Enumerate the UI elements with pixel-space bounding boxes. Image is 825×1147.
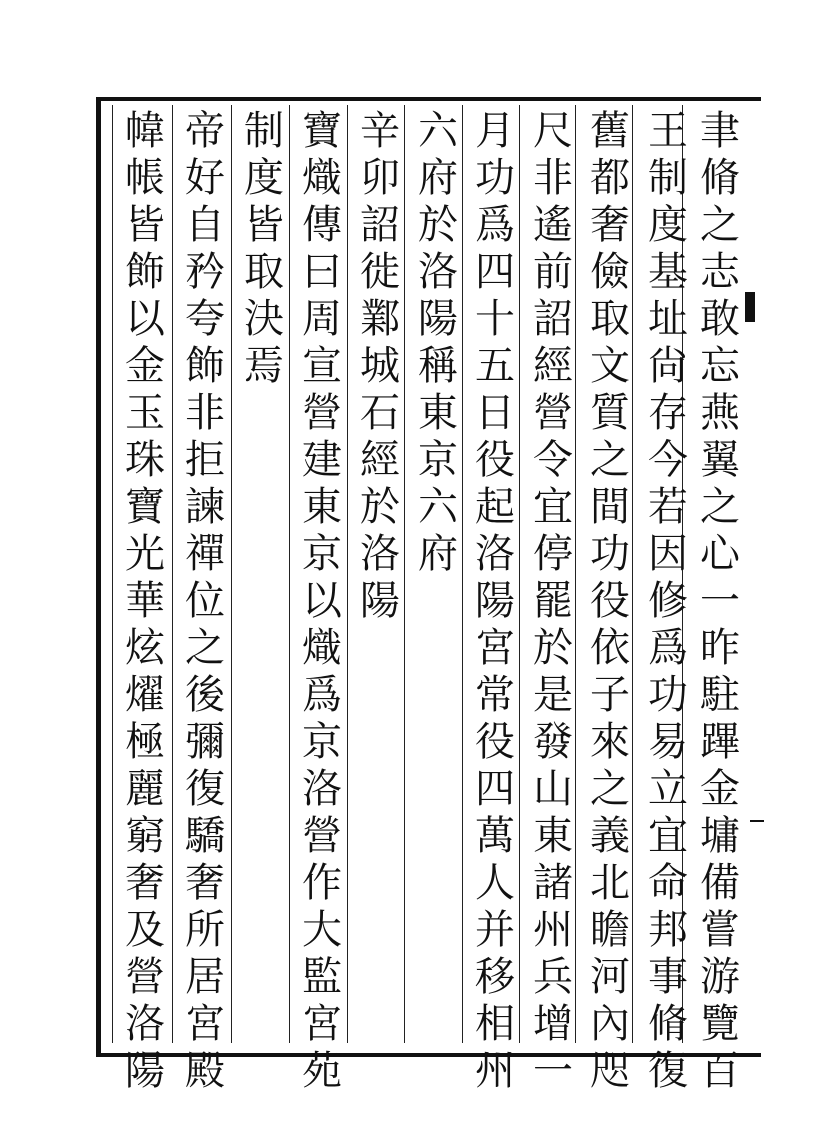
glyph: 山 (533, 766, 573, 812)
glyph: 四 (475, 766, 515, 812)
column-rule (347, 105, 348, 1043)
glyph: 翼 (700, 437, 740, 483)
glyph: 咫 (590, 1048, 630, 1094)
glyph: 爲 (302, 672, 342, 718)
glyph: 河 (590, 954, 630, 1000)
glyph: 彌 (185, 719, 225, 765)
text-column-6 (413, 108, 463, 1038)
glyph: 苑 (302, 1048, 342, 1094)
glyph: 珠 (125, 437, 165, 483)
glyph: 宣 (302, 343, 342, 389)
glyph: 華 (125, 578, 165, 624)
glyph: 卯 (360, 155, 400, 201)
glyph: 邦 (648, 907, 688, 953)
glyph: 尺 (533, 108, 573, 154)
glyph: 徙 (360, 249, 400, 295)
glyph: 幃 (125, 108, 165, 154)
column-rule (231, 105, 232, 1043)
glyph: 一 (700, 578, 740, 624)
glyph: 北 (590, 860, 630, 906)
glyph: 人 (475, 860, 515, 906)
glyph: 陽 (418, 296, 458, 342)
glyph: 是 (533, 672, 573, 718)
glyph: 兵 (533, 954, 573, 1000)
glyph: 備 (700, 860, 740, 906)
glyph: 居 (185, 954, 225, 1000)
glyph: 間 (590, 484, 630, 530)
glyph: 經 (533, 343, 573, 389)
glyph: 聿 (700, 108, 740, 154)
glyph: 飾 (125, 249, 165, 295)
glyph: 州 (533, 907, 573, 953)
glyph: 月 (475, 108, 515, 154)
text-column-3 (585, 108, 635, 1094)
column-rule (289, 105, 290, 1043)
glyph: 內 (590, 1001, 630, 1047)
text-column-11 (120, 108, 170, 1094)
glyph: 增 (533, 1001, 573, 1047)
glyph: 詔 (360, 202, 400, 248)
glyph: 奢 (185, 860, 225, 906)
glyph: 燿 (125, 672, 165, 718)
glyph: 驕 (185, 813, 225, 859)
glyph: 燕 (700, 390, 740, 436)
glyph: 王 (648, 108, 688, 154)
glyph: 以 (302, 578, 342, 624)
text-column-2 (643, 108, 693, 1094)
glyph: 極 (125, 719, 165, 765)
glyph: 取 (590, 296, 630, 342)
glyph: 宮 (185, 1001, 225, 1047)
glyph: 建 (302, 437, 342, 483)
glyph: 洛 (302, 766, 342, 812)
glyph: 寶 (302, 108, 342, 154)
glyph: 都 (590, 155, 630, 201)
glyph: 六 (418, 484, 458, 530)
glyph: 諸 (533, 860, 573, 906)
glyph: 之 (700, 484, 740, 530)
glyph: 若 (648, 484, 688, 530)
glyph: 大 (302, 907, 342, 953)
glyph: 因 (648, 531, 688, 577)
glyph: 墉 (700, 813, 740, 859)
glyph: 非 (185, 390, 225, 436)
glyph: 窮 (125, 813, 165, 859)
glyph: 存 (648, 390, 688, 436)
glyph: 移 (475, 954, 515, 1000)
glyph: 麗 (125, 766, 165, 812)
glyph: 京 (418, 437, 458, 483)
glyph: 度 (244, 155, 284, 201)
glyph: 曰 (302, 249, 342, 295)
text-column-9 (239, 108, 289, 1038)
glyph: 宜 (533, 484, 573, 530)
glyph: 基 (648, 249, 688, 295)
glyph: 玉 (125, 390, 165, 436)
glyph: 來 (590, 719, 630, 765)
glyph: 駐 (700, 672, 740, 718)
glyph: 京 (302, 719, 342, 765)
glyph: 傳 (302, 202, 342, 248)
glyph: 功 (475, 155, 515, 201)
glyph: 起 (475, 484, 515, 530)
column-rule (172, 105, 173, 1043)
glyph: 昨 (700, 625, 740, 671)
glyph: 洛 (360, 531, 400, 577)
glyph: 百 (700, 1048, 740, 1094)
glyph: 脩 (700, 155, 740, 201)
glyph: 發 (533, 719, 573, 765)
glyph: 一 (533, 1048, 573, 1094)
glyph: 陽 (360, 578, 400, 624)
glyph: 帝 (185, 108, 225, 154)
glyph: 禪 (185, 531, 225, 577)
glyph: 作 (302, 860, 342, 906)
glyph: 舊 (590, 108, 630, 154)
glyph: 心 (700, 531, 740, 577)
glyph: 東 (302, 484, 342, 530)
glyph: 營 (302, 813, 342, 859)
glyph: 六 (418, 108, 458, 154)
glyph: 役 (475, 719, 515, 765)
glyph: 宮 (302, 1001, 342, 1047)
glyph: 非 (533, 155, 573, 201)
text-column-4 (528, 108, 578, 1094)
glyph: 府 (418, 531, 458, 577)
glyph: 石 (360, 390, 400, 436)
glyph: 覽 (700, 1001, 740, 1047)
glyph: 功 (648, 672, 688, 718)
glyph: 易 (648, 719, 688, 765)
glyph: 爲 (475, 202, 515, 248)
glyph: 城 (360, 343, 400, 389)
glyph: 四 (475, 249, 515, 295)
glyph: 周 (302, 296, 342, 342)
edge-notch (750, 820, 764, 822)
glyph: 依 (590, 625, 630, 671)
glyph: 於 (533, 625, 573, 671)
glyph: 炫 (125, 625, 165, 671)
glyph: 位 (185, 578, 225, 624)
glyph: 東 (418, 390, 458, 436)
text-column-10 (180, 108, 230, 1094)
glyph: 帳 (125, 155, 165, 201)
glyph: 十 (475, 296, 515, 342)
glyph: 營 (125, 954, 165, 1000)
glyph: 敢 (700, 296, 740, 342)
glyph: 金 (125, 343, 165, 389)
glyph: 并 (475, 907, 515, 953)
glyph: 陽 (125, 1048, 165, 1094)
glyph: 役 (590, 578, 630, 624)
glyph: 洛 (418, 249, 458, 295)
glyph: 經 (360, 437, 400, 483)
glyph: 復 (185, 766, 225, 812)
text-column-5 (470, 108, 520, 1094)
glyph: 皆 (125, 202, 165, 248)
glyph: 鄴 (360, 296, 400, 342)
glyph: 儉 (590, 249, 630, 295)
text-column-1 (695, 108, 745, 1094)
glyph: 嘗 (700, 907, 740, 953)
glyph: 命 (648, 860, 688, 906)
glyph: 立 (648, 766, 688, 812)
glyph: 以 (125, 296, 165, 342)
glyph: 奢 (125, 860, 165, 906)
glyph: 之 (700, 202, 740, 248)
glyph: 之 (590, 437, 630, 483)
glyph: 宜 (648, 813, 688, 859)
glyph: 五 (475, 343, 515, 389)
glyph: 金 (700, 766, 740, 812)
glyph: 之 (590, 766, 630, 812)
glyph: 度 (648, 202, 688, 248)
glyph: 好 (185, 155, 225, 201)
glyph: 所 (185, 907, 225, 953)
glyph: 決 (244, 296, 284, 342)
glyph: 東 (533, 813, 573, 859)
glyph: 拒 (185, 437, 225, 483)
glyph: 今 (648, 437, 688, 483)
glyph: 址 (648, 296, 688, 342)
glyph: 瞻 (590, 907, 630, 953)
text-column-8 (297, 108, 347, 1094)
glyph: 停 (533, 531, 573, 577)
glyph: 飾 (185, 343, 225, 389)
glyph: 監 (302, 954, 342, 1000)
fold-marker (745, 292, 755, 322)
glyph: 志 (700, 249, 740, 295)
glyph: 令 (533, 437, 573, 483)
glyph: 矜 (185, 249, 225, 295)
glyph: 蹕 (700, 719, 740, 765)
glyph: 遙 (533, 202, 573, 248)
glyph: 常 (475, 672, 515, 718)
glyph: 於 (360, 484, 400, 530)
glyph: 京 (302, 531, 342, 577)
glyph: 寶 (125, 484, 165, 530)
glyph: 府 (418, 155, 458, 201)
text-column-7 (355, 108, 405, 1038)
glyph: 復 (648, 1048, 688, 1094)
glyph: 殿 (185, 1048, 225, 1094)
glyph: 萬 (475, 813, 515, 859)
glyph: 制 (648, 155, 688, 201)
glyph: 營 (302, 390, 342, 436)
glyph: 洛 (475, 531, 515, 577)
glyph: 營 (533, 390, 573, 436)
glyph: 諫 (185, 484, 225, 530)
glyph: 焉 (244, 343, 284, 389)
glyph: 役 (475, 437, 515, 483)
glyph: 皆 (244, 202, 284, 248)
glyph: 子 (590, 672, 630, 718)
glyph: 後 (185, 672, 225, 718)
glyph: 州 (475, 1048, 515, 1094)
glyph: 熾 (302, 155, 342, 201)
glyph: 詔 (533, 296, 573, 342)
glyph: 義 (590, 813, 630, 859)
glyph: 洛 (125, 1001, 165, 1047)
glyph: 游 (700, 954, 740, 1000)
glyph: 稱 (418, 343, 458, 389)
glyph: 爲 (648, 625, 688, 671)
glyph: 文 (590, 343, 630, 389)
glyph: 夸 (185, 296, 225, 342)
glyph: 脩 (648, 1001, 688, 1047)
glyph: 尙 (648, 343, 688, 389)
glyph: 修 (648, 578, 688, 624)
glyph: 之 (185, 625, 225, 671)
glyph: 取 (244, 249, 284, 295)
glyph: 忘 (700, 343, 740, 389)
column-rule (112, 105, 113, 1043)
glyph: 罷 (533, 578, 573, 624)
glyph: 日 (475, 390, 515, 436)
glyph: 光 (125, 531, 165, 577)
glyph: 前 (533, 249, 573, 295)
glyph: 於 (418, 202, 458, 248)
glyph: 及 (125, 907, 165, 953)
glyph: 制 (244, 108, 284, 154)
glyph: 自 (185, 202, 225, 248)
glyph: 陽 (475, 578, 515, 624)
glyph: 辛 (360, 108, 400, 154)
glyph: 奢 (590, 202, 630, 248)
glyph: 功 (590, 531, 630, 577)
glyph: 宮 (475, 625, 515, 671)
glyph: 事 (648, 954, 688, 1000)
glyph: 熾 (302, 625, 342, 671)
glyph: 相 (475, 1001, 515, 1047)
glyph: 質 (590, 390, 630, 436)
